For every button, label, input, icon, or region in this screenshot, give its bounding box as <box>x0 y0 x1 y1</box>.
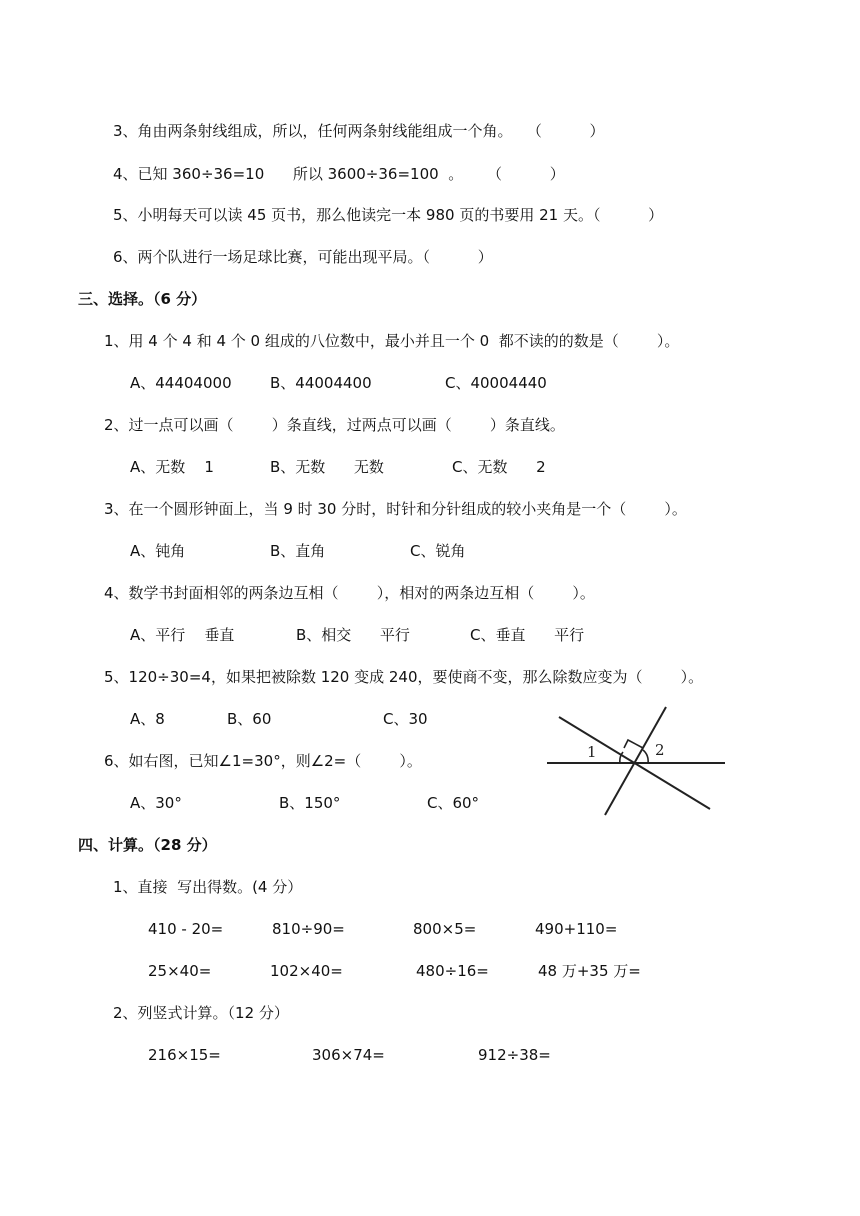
section3-heading: 三、选择。（6 分） <box>78 290 207 308</box>
choice-question-1: 1、用 4 个 4 和 4 个 0 组成的八位数中，最小并且一个 0 都不读的的数是（ ）。 <box>104 332 680 350</box>
calc-item: 25×40= <box>148 962 212 980</box>
choice-3-option-a: A、钝角 <box>130 542 186 560</box>
choice-4-option-b: B、相交 平行 <box>296 626 410 644</box>
choice-question-4: 4、数学书封面相邻的两条边互相（ ），相对的两条边互相（ ）。 <box>104 584 595 602</box>
choice-question-3: 3、在一个圆形钟面上，当 9 时 30 分时，时针和分针组成的较小夹角是一个（ ）。 <box>104 500 687 518</box>
choice-question-6: 6、如右图，已知∠1=30°，则∠2=（ ）。 <box>104 752 422 770</box>
choice-4-option-a: A、平行 垂直 <box>130 626 235 644</box>
calc-item: 800×5= <box>413 920 477 938</box>
calc-item: 810÷90= <box>272 920 345 938</box>
choice-6-option-c: C、60° <box>427 794 480 812</box>
choice-2-option-a: A、无数 1 <box>130 458 214 476</box>
angle-2-arc <box>643 750 648 763</box>
calc-item: 490+110= <box>535 920 618 938</box>
calc-item: 480÷16= <box>416 962 489 980</box>
choice-3-option-c: C、锐角 <box>410 542 466 560</box>
vertical-calc-item: 306×74= <box>312 1046 385 1064</box>
choice-6-option-a: A、30° <box>130 794 182 812</box>
diagonal-line-up <box>605 707 666 815</box>
choice-1-option-c: C、40004440 <box>445 374 547 392</box>
angle-2-label: 2 <box>655 741 665 759</box>
choice-2-option-c: C、无数 2 <box>452 458 546 476</box>
calc-subheading-2: 2、列竖式计算。（12 分） <box>113 1004 289 1022</box>
choice-5-option-c: C、30 <box>383 710 428 728</box>
choice-1-option-a: A、44404000 <box>130 374 232 392</box>
right-angle-mark <box>624 740 643 748</box>
choice-5-option-b: B、60 <box>227 710 272 728</box>
judge-question-3: 3、角由两条射线组成，所以，任何两条射线能组成一个角。 （ ） <box>113 122 605 140</box>
calc-item: 410 - 20= <box>148 920 224 938</box>
choice-5-option-a: A、8 <box>130 710 165 728</box>
section4-heading: 四、计算。（28 分） <box>78 836 217 854</box>
choice-3-option-b: B、直角 <box>270 542 326 560</box>
choice-question-2: 2、过一点可以画（ ）条直线，过两点可以画（ ）条直线。 <box>104 416 565 434</box>
vertical-calc-item: 912÷38= <box>478 1046 551 1064</box>
choice-1-option-b: B、44004400 <box>270 374 372 392</box>
judge-question-5: 5、小明每天可以读 45 页书，那么他读完一本 980 页的书要用 21 天。（ ） <box>113 206 664 224</box>
choice-2-option-b: B、无数 无数 <box>270 458 384 476</box>
calc-item: 48 万+35 万= <box>538 962 641 980</box>
judge-question-6: 6、两个队进行一场足球比赛，可能出现平局。（ ） <box>113 248 493 266</box>
vertical-calc-item: 216×15= <box>148 1046 221 1064</box>
choice-question-5: 5、120÷30=4，如果把被除数 120 变成 240，要使商不变，那么除数应变为（ ）。 <box>104 668 704 686</box>
angle-1-label: 1 <box>587 743 597 761</box>
judge-question-4: 4、已知 360÷36=10 所以 3600÷36=100 。 （ ） <box>113 165 565 183</box>
choice-6-option-b: B、150° <box>279 794 341 812</box>
calc-item: 102×40= <box>270 962 343 980</box>
choice-4-option-c: C、垂直 平行 <box>470 626 585 644</box>
calc-subheading-1: 1、直接 写出得数。(4 分） <box>113 878 303 896</box>
angle-figure <box>545 703 735 819</box>
